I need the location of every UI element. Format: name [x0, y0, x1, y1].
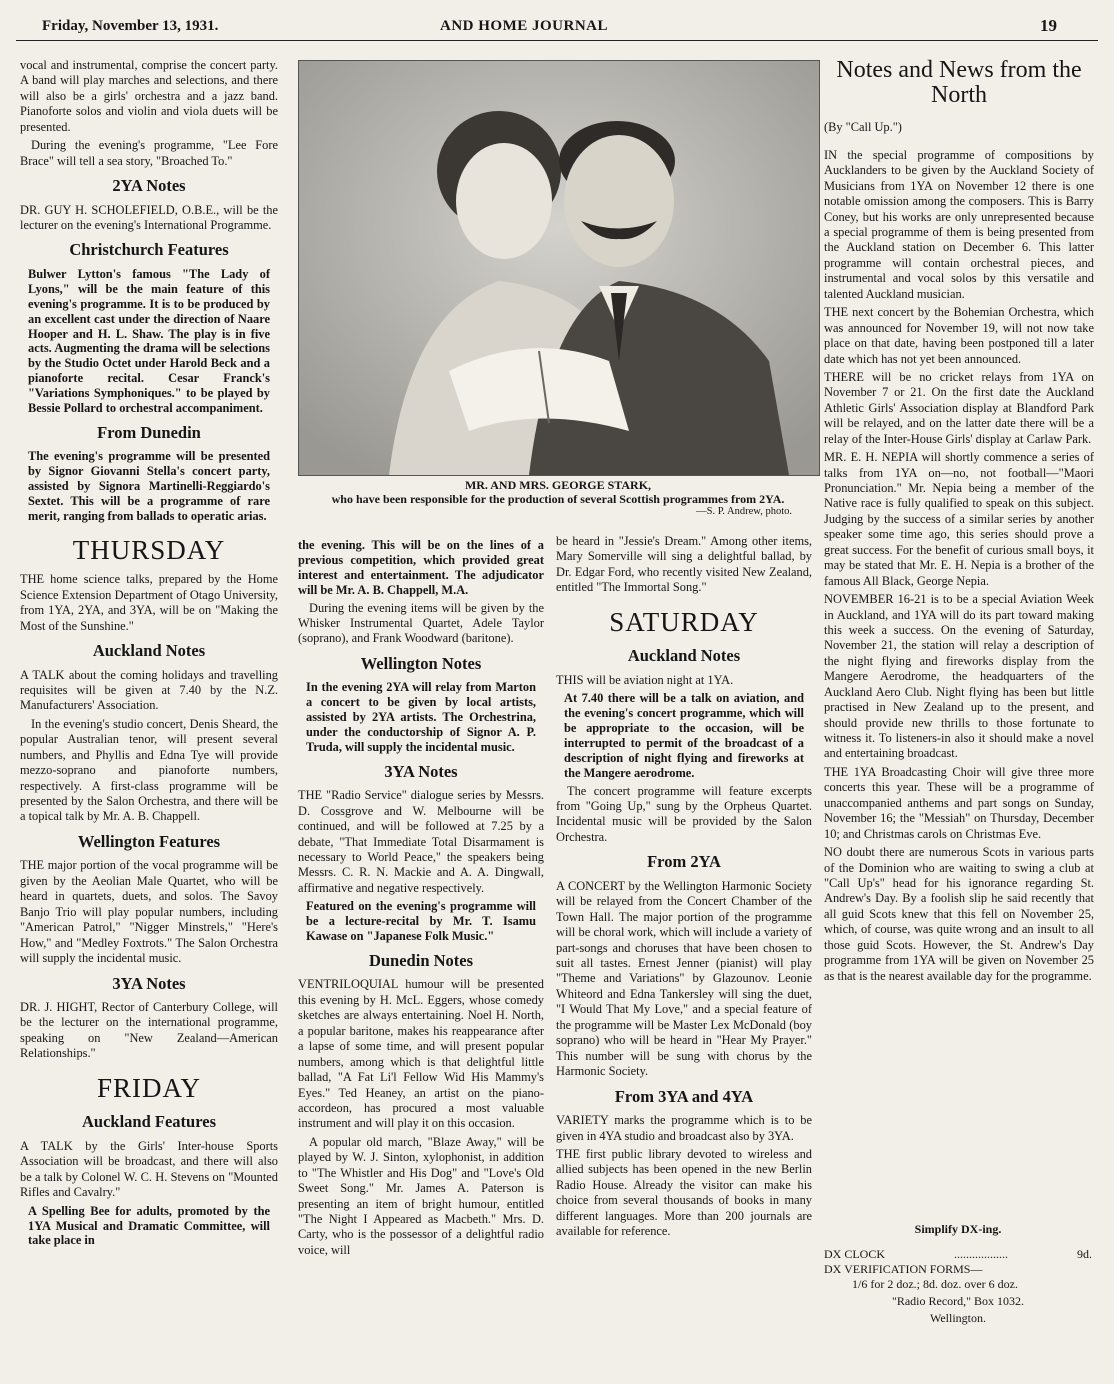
col2-whisker-text: During the evening items will be given by the Whisker Instrumental Quartet, Adele Taylor (soprano), and Frank Woodward (baritone).: [298, 600, 544, 646]
column-3: [556, 534, 812, 1366]
dx-clock-price: 9d.: [1076, 1247, 1092, 1261]
column-4: [824, 56, 1094, 1202]
dx-address-2: Wellington.: [929, 1311, 987, 1325]
col1-auckland-features-text: A TALK by the Girls' Inter-house Sports Association will be broadcast, and there will also be a talk by Colonel W. C. H. Stevens on "Mounted Rifles and Cavalry.": [20, 1138, 278, 1200]
col1-wellington-text: THE major portion of the vocal programme will be given by the Aeolian Male Quartet, who will be heard in quartets, duets, and solos. The Savoy Banjo Trio will play popular numbers, including "American Patrol," "Nigger Minstrels," "Here's How," and "Medley Foxtrots." The Salon Orchestra will supply the incidental music.: [20, 858, 278, 966]
heading-wellington-features: Wellington Features: [77, 831, 221, 851]
col2-blaze-away-text: A popular old march, "Blaze Away," will be played by W. J. Sinton, xylophonist, in addition to "The Whistler and His Dog" and "Love's Old Sweet Song." Mr. James A. Paterson is presenting an item of bright humour, entitled "The Night I Appeared as Macbeth." Mrs. D. Carty, who is the possessor of a delightful radio voice, will: [298, 1134, 544, 1257]
col1-christchurch-text: Bulwer Lytton's famous "The Lady of Lyons," will be the main feature of this evening's programme. It is to be produced by an excellent cast under the direction of Naare Hooper and H. L. Shaw. The play is in five acts. Augmenting the drama will be selections by the Studio Octet under Harold Beck and a pianoforte recital. Cesar Franck's "Variations Symphoniques." to be played by Bessie Pollard to orchestral accompaniment.: [28, 267, 270, 415]
col4-paragraph-1: IN the special programme of compositions by Aucklanders to be given by the Auckland Society of Musicians from 1YA on November 12 there is one notable omission among the composers. This is Barry Coney, but his works are only unrepresented because a special programme of them is being presented from the Auckland station on December 6. This latter programme will contain orchestral pieces, and instrumental and vocal solos by this versatile and talented Auckland musician.: [824, 147, 1094, 301]
col4-byline: (By "Call Up."): [824, 120, 902, 135]
dx-clock-row: [824, 1247, 1092, 1262]
col3-continued-text: be heard in "Jessie's Dream." Among other items, Mary Somerville will sing a delightful ballad, by Dr. Edgar Ford, who recently visited New Zealand, entitled "The Immortal Song.": [556, 534, 812, 595]
column-2: [298, 538, 544, 1366]
photo-caption-title: MR. AND MRS. GEORGE STARK,: [464, 478, 652, 492]
header-rule: [16, 40, 1098, 41]
col4-paragraph-4: MR. E. H. NEPIA will shortly commence a series of talks from 1YA on—no, not football—"Maori Pronunciation." Mr. Nepia being a member of the Native race is fully qualified to speak on this subject. Judging by the success of a similar series by another speaker some time ago, this series should prove a great success. For the benefit of curious small boys, it may be stated that Mr. E. H. Nepia is a brother of the famous All Black, George Nepia.: [824, 450, 1094, 588]
column-1: [20, 58, 278, 1368]
dx-clock-dots: ..................: [954, 1247, 1008, 1261]
heading-3ya-notes: 3YA Notes: [112, 973, 186, 993]
photo-credit: —S. P. Andrew, photo.: [696, 506, 792, 517]
col1-3ya-text: DR. J. HIGHT, Rector of Canterbury College, will be the lecturer on the international programme, speaking on "New Zealand—American Relationships.": [20, 1000, 278, 1061]
heading-3ya-notes-2: 3YA Notes: [384, 761, 458, 781]
dx-forms-label: DX VERIFICATION FORMS—: [824, 1262, 983, 1276]
col4-paragraph-6: THE 1YA Broadcasting Choir will give three more concerts this year. These will be a programme of unaccompanied anthems and part songs on Sunday, November 16; the "Messiah" on Thursday, December 10; and Christmas carols on Christmas Eve.: [824, 764, 1094, 841]
col2-ventriloquial-text: VENTRILOQUIAL humour will be presented this evening by H. McL. Eggers, whose comedy sketches are always entertaining. Noel H. North, a popular baritone, makes his reappearance after a lapse of some time, and will present popular numbers, among which is that delightful little ballad, "A Fat Li'l Fellow Wid His Mammy's Eyes." Ted Heaney, an artist on the piano-accordeon, has procured a most valuable instrument and will play it on this occasion.: [298, 977, 544, 1131]
heading-auckland-notes: Auckland Notes: [92, 641, 206, 661]
heading-christchurch-features: Christchurch Features: [69, 240, 229, 260]
col4-paragraph-7: NO doubt there are numerous Scots in various parts of the Dominion who are waiting to swing a club at "Call Up's" head for his ignorance regarding St. Andrew's Day. By a foolish slip he said recently that all guid Scots knew that this fell on November 25, which, of course, was quite wrong and an insult to all those guid Scots. However, the St. Andrew's Day programme from 1YA will be given on November 25 as that is the nearest available day for the programme.: [824, 845, 1094, 983]
col2-continued-text: the evening. This will be on the lines of a previous competition, which provided great interest and entertainment. The adjudicator will be Mr. A. B. Chappell, M.A.: [298, 538, 544, 597]
col3-variety-text: VARIETY marks the programme which is to be given in 4YA studio and broadcast also by 3YA.: [556, 1113, 812, 1143]
heading-from-2ya: From 2YA: [647, 852, 721, 872]
heading-saturday: SATURDAY: [609, 606, 759, 637]
header-journal-title: AND HOME JOURNAL: [440, 18, 608, 34]
heading-2ya-notes: 2YA Notes: [112, 176, 186, 196]
dx-forms-prices: 1/6 for 2 doz.; 8d. doz. over 6 doz.: [852, 1277, 1018, 1291]
col1-thursday-text: THE home science talks, prepared by the Home Science Extension Department of Otago University, from 1YA, 2YA, and 3YA, will be on "Making the Most of the Sunshine.": [20, 572, 278, 633]
col3-2ya-text: A CONCERT by the Wellington Harmonic Society will be relayed from the Concert Chamber of the Town Hall. The major portion of the programme will be choral work, which will include a variety of part-songs and choruses that have been chosen to suit all tastes. Ernest Jenner (pianist) will play "Theme and Variations" by Glazounov. Leonie Whiteord and Edna Tankersley will sing the duet, "I Would That My Love," and a special feature of the programme will be Master Lex McDonald (boy soprano) who will be heard in "Hear My Prayer." This number will be sung with chorus by the Harmonic Society.: [556, 878, 812, 1079]
col4-paragraph-3: THERE will be no cricket relays from 1YA on November 7 or 21. On the first date the Auckland Athletic Girls' Association display at Blandford Park will be relayed, and on the latter date there will be a relay of the Inter-House Girls' display at Carlaw Park.: [824, 369, 1094, 446]
col1-auckland-text-1: A TALK about the coming holidays and travelling requisites will be given at 7.40 by the N.Z. Manufacturers' Association.: [20, 667, 278, 713]
col1-intro: vocal and instrumental, comprise the concert party. A band will play marches and selections, and there will also be a girls' orchestra and a jazz band. Pianoforte solos and violin and viola duets will be presented.: [20, 58, 278, 134]
portrait-illustration: [299, 61, 819, 475]
photo-caption-text: who have been responsible for the production of several Scottish programmes from 2YA.: [331, 492, 785, 507]
col1-auckland-text-2: In the evening's studio concert, Denis Sheard, the popular Australian tenor, will present several numbers, and Phyllis and Edna Tye will provide mezzo-soprano and pianoforte numbers, respectively. A first-class programme will be presented by the Salon Orchestra, and there will be a topical talk by Mr. A. B. Chappell.: [20, 716, 278, 824]
dx-advertisement: [824, 1208, 1092, 1326]
col3-aviation-text: THIS will be aviation night at 1YA.: [556, 672, 734, 687]
col2-3ya-text: THE "Radio Service" dialogue series by Messrs. D. Cossgrove and W. Melbourne will be continued, and will be followed at 7.25 by a debate, "That Immediate Total Disarmament is necessary to World Peace," the speakers being Messrs. C. R. N. Mackie and A. A. Dingwall, affirmative and negative respectively.: [298, 788, 544, 895]
heading-auckland-notes-2: Auckland Notes: [627, 646, 741, 666]
heading-dunedin-notes: Dunedin Notes: [368, 950, 474, 970]
heading-friday: FRIDAY: [96, 1072, 202, 1103]
heading-notes-and-news: Notes and News from the North: [836, 57, 1082, 109]
dx-clock-label: DX CLOCK: [824, 1247, 886, 1261]
col1-dunedin-text: The evening's programme will be presented by Signor Giovanni Stella's concert party, assisted by Signora Martinelli-Reggiardo's Sextet. This will be a programme of rare merit, ranging from ballads to operatic arias.: [28, 449, 270, 523]
header-date: Friday, November 13, 1931.: [42, 18, 219, 34]
dx-title: Simplify DX-ing.: [914, 1222, 1002, 1236]
photo-caption: [300, 478, 816, 507]
heading-thursday: THURSDAY: [72, 534, 226, 565]
col2-wellington-text: In the evening 2YA will relay from Marton a concert to be given by local artists, assisted by 2YA artists. The Orchestrina, under the conductorship of Signor A. P. Truda, will supply the incidental music.: [306, 680, 536, 754]
heading-from-dunedin: From Dunedin: [97, 422, 201, 442]
col2-featured-text: Featured on the evening's programme will be a lecture-recital by Mr. T. Isamu Kawase on "Japanese Folk Music.": [306, 899, 536, 944]
col4-paragraph-2: THE next concert by the Bohemian Orchestra, which was announced for November 19, will not now take place on that date, having been postponed till a later date which has not yet been announced.: [824, 305, 1094, 366]
heading-auckland-features: Auckland Features: [82, 1112, 216, 1132]
photo-mr-mrs-stark: [298, 60, 820, 476]
heading-from-3ya-4ya: From 3YA and 4YA: [614, 1086, 754, 1106]
col3-concert-text: The concert programme will feature excerpts from "Going Up," sung by the Orpheus Quartet. Incidental music will be provided by the Salon Orchestra.: [556, 783, 812, 844]
heading-wellington-notes: Wellington Notes: [360, 653, 482, 673]
col1-intro-2: During the evening's programme, "Lee Fore Brace" will tell a sea story, "Broached To.": [20, 138, 278, 168]
col1-2ya-text: DR. GUY H. SCHOLEFIELD, O.B.E., will be the lecturer on the evening's International Programme.: [20, 202, 278, 233]
col3-library-text: THE first public library devoted to wireless and allied subjects has been opened in the new Berlin Radio House. Already the visitor can make his choice from several thousands of books in many different languages. More than 200 journals are available for reference.: [556, 1146, 812, 1239]
col4-paragraph-5: NOVEMBER 16-21 is to be a special Aviation Week in Auckland, and 1YA will do its part toward making this week a success. On the evening of Saturday, November 21, the station will relay a description of the night flying and fireworks display from the Mangere Aerodrome, the headquarters of the Auckland Aero Club. Night flying has been but little practised in New Zealand up to the present, and should provide new thrills to those fortunate to witness it. To listeners-in also it should make a novel and entertaining broadcast.: [824, 592, 1094, 761]
header-page-number: 19: [1040, 16, 1057, 35]
col1-spelling-bee-text: A Spelling Bee for adults, promoted by the 1YA Musical and Dramatic Committee, will take place in: [28, 1203, 270, 1248]
col3-talk-text: At 7.40 there will be a talk on aviation, and the evening's concert programme, which will be appropriate to the occasion, will be interrupted to permit of the broadcast of a description of night flying and fireworks at the Mangere aerodrome.: [564, 691, 804, 780]
dx-address-1: "Radio Record," Box 1032.: [891, 1294, 1025, 1308]
